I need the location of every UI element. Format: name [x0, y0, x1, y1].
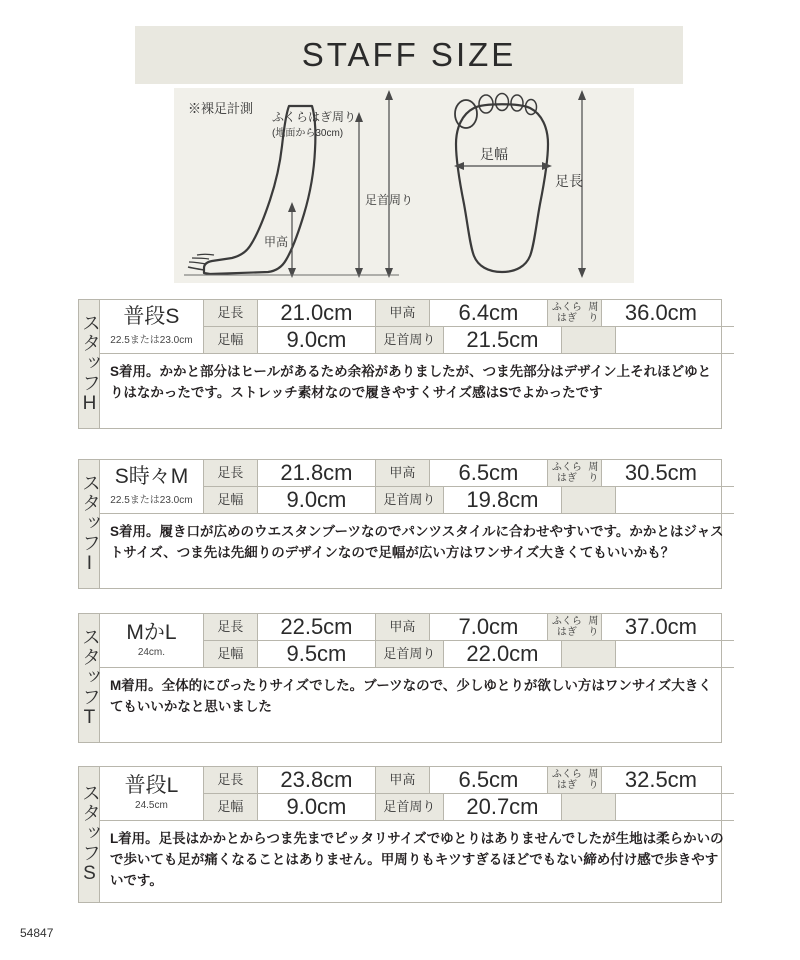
- calf-sublabel: (地面から30cm): [272, 128, 344, 139]
- value-calf-2: 37.0cm: [624, 614, 698, 639]
- value-ankle-1: 19.8cm: [444, 487, 562, 513]
- value-foot-length-0: 21.0cm: [258, 300, 376, 326]
- spacer-cell-2: [616, 794, 734, 820]
- staff-block-3: [78, 766, 722, 903]
- value-ankle-0: 21.5cm: [444, 327, 562, 353]
- label-calf: ふくらはぎ 周り: [548, 614, 602, 640]
- spacer-cell: [562, 641, 616, 667]
- value-foot-length-3: 23.8cm: [258, 767, 376, 793]
- staff-comment-3: L着用。足長はかかとからつま先までピッタリサイズでゆとりはありませんでしたが生地は柔らかいので歩いても足が痛くなることはありません。甲周りもキツすぎるほどでもない締め付け感で歩きやすいです。: [109, 831, 724, 888]
- value-calf-1: 30.5cm: [624, 460, 698, 485]
- value-foot-width-3: 9.0cm: [258, 794, 376, 820]
- usual-size-1: S時々M 22.5または23.0cm: [100, 460, 204, 513]
- foot-length-label: 足長: [555, 173, 583, 189]
- value-calf-3: 32.5cm: [624, 767, 698, 792]
- label-foot-width: 足幅: [204, 487, 258, 513]
- document-id: 54847: [20, 926, 54, 940]
- value-instep-1: 6.5cm: [430, 460, 548, 486]
- ankle-label: 足首周り: [365, 193, 414, 207]
- staff-comment-0: S着用。かかと部分はヒールがあるため余裕がありましたが、つま先部分はデザイン上それほどゆとりはなかったです。ストレッチ素材なので履きやすくサイズ感はSでよかったです: [109, 364, 712, 400]
- staff-name-2: スタッフT: [79, 614, 100, 742]
- barefoot-note: ※裸足計測: [188, 101, 254, 116]
- label-ankle: 足首周り: [376, 487, 444, 513]
- calf-label: ふくらはぎ周り: [272, 110, 357, 124]
- page-title-bar: [135, 26, 683, 84]
- value-foot-width-1: 9.0cm: [258, 487, 376, 513]
- value-ankle-3: 20.7cm: [444, 794, 562, 820]
- label-instep: 甲高: [376, 614, 430, 640]
- staff-block-1: [78, 459, 722, 589]
- spacer-cell: [562, 327, 616, 353]
- label-instep: 甲高: [376, 460, 430, 486]
- value-instep-0: 6.4cm: [430, 300, 548, 326]
- spacer-cell-2: [616, 487, 734, 513]
- staff-name-0: スタッフH: [79, 300, 100, 428]
- label-foot-width: 足幅: [204, 641, 258, 667]
- label-ankle: 足首周り: [376, 794, 444, 820]
- spacer-cell: [562, 794, 616, 820]
- instep-label: 甲高: [264, 235, 289, 249]
- spacer-cell-2: [616, 641, 734, 667]
- usual-size-0: 普段S 22.5または23.0cm: [100, 300, 204, 353]
- page-title: STAFF SIZE: [301, 36, 517, 73]
- usual-size-2: MかL 24cm.: [100, 614, 204, 667]
- label-foot-width: 足幅: [204, 794, 258, 820]
- value-calf-0: 36.0cm: [624, 300, 698, 325]
- label-foot-length: 足長: [204, 614, 258, 640]
- value-foot-width-0: 9.0cm: [258, 327, 376, 353]
- spacer-cell: [562, 487, 616, 513]
- measurement-diagram: [174, 88, 634, 283]
- staff-name-3: スタッフS: [79, 767, 100, 902]
- value-instep-3: 6.5cm: [430, 767, 548, 793]
- label-calf: ふくらはぎ 周り: [548, 767, 602, 793]
- value-foot-width-2: 9.5cm: [258, 641, 376, 667]
- staff-block-2: [78, 613, 722, 743]
- label-foot-length: 足長: [204, 767, 258, 793]
- label-calf: ふくらはぎ 周り: [548, 300, 602, 326]
- foot-width-label: 足幅: [480, 146, 508, 162]
- value-foot-length-2: 22.5cm: [258, 614, 376, 640]
- usual-size-3: 普段L 24.5cm: [100, 767, 204, 820]
- spacer-cell-2: [616, 327, 734, 353]
- label-foot-length: 足長: [204, 460, 258, 486]
- value-ankle-2: 22.0cm: [444, 641, 562, 667]
- value-foot-length-1: 21.8cm: [258, 460, 376, 486]
- label-instep: 甲高: [376, 300, 430, 326]
- label-ankle: 足首周り: [376, 327, 444, 353]
- label-calf: ふくらはぎ 周り: [548, 460, 602, 486]
- staff-comment-1: S着用。履き口が広めのウエスタンブーツなのでパンツスタイルに合わせやすいです。かかとはジャストサイズ、つま先は先細りのデザインなので足幅が広い方はワンサイズ大きくてもいいかも？: [109, 524, 724, 560]
- value-instep-2: 7.0cm: [430, 614, 548, 640]
- label-ankle: 足首周り: [376, 641, 444, 667]
- label-instep: 甲高: [376, 767, 430, 793]
- staff-comment-2: M着用。全体的にぴったりサイズでした。ブーツなので、少しゆとりが欲しい方はワンサイズ大きくてもいいかなと思いました: [109, 678, 712, 714]
- label-foot-length: 足長: [204, 300, 258, 326]
- staff-block-0: [78, 299, 722, 429]
- staff-name-1: スタッフI: [79, 460, 100, 588]
- label-foot-width: 足幅: [204, 327, 258, 353]
